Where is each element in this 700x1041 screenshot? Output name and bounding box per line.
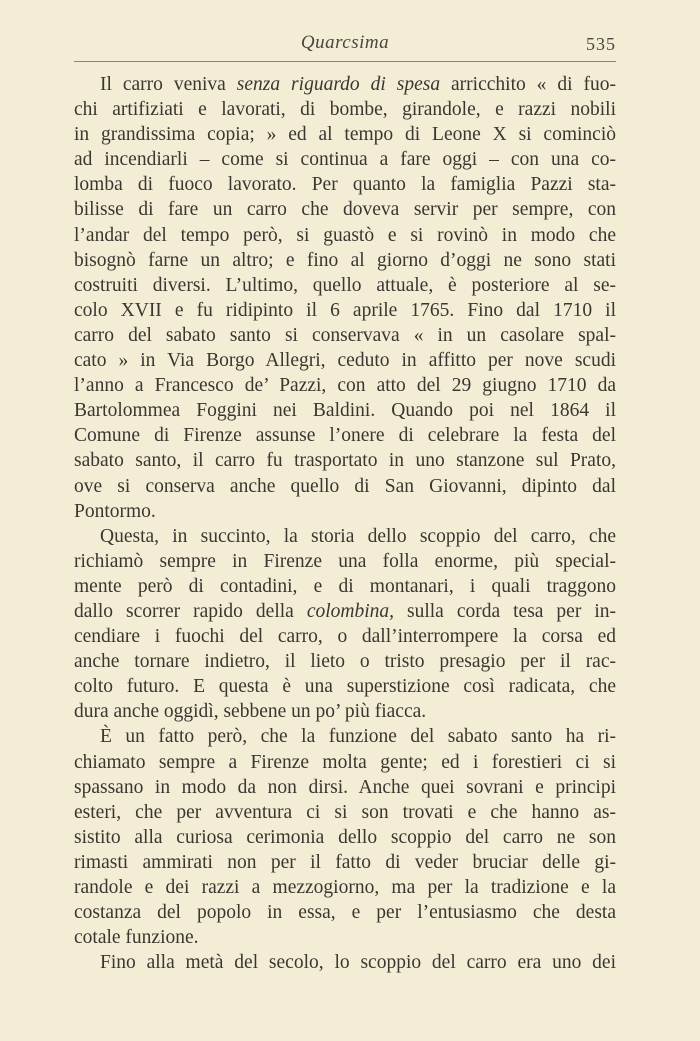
text-line — [74, 699, 616, 724]
text-segment: l’anno a Francesco de’ Pazzi, con atto del 29 giugno 1710 da — [74, 375, 616, 397]
body-text — [74, 72, 616, 975]
text-segment: Pontormo. — [74, 500, 156, 522]
text-segment: cotale funzione. — [74, 927, 199, 949]
text-line — [74, 398, 616, 423]
text-line — [74, 448, 616, 473]
text-line — [74, 323, 616, 348]
text-segment: costruiti diversi. L’ultimo, quello attuale, è posteriore al se- — [74, 274, 616, 296]
text-segment: Bartolommea Foggini nei Baldini. Quando poi nel 1864 il — [74, 400, 616, 422]
text-line — [74, 900, 616, 925]
text-segment: richiamò sempre in Firenze una folla enorme, più special- — [74, 550, 616, 572]
running-title: Quarcsima — [300, 32, 390, 53]
running-head — [74, 30, 616, 58]
text-segment: bisognò farne un altro; e fino al giorno d’oggi ne sono stati — [74, 249, 616, 271]
text-segment: esteri, che per avventura ci si son trovati e che hanno as- — [74, 801, 616, 823]
text-segment: randole e dei razzi a mezzogiorno, ma per la tradizione e la — [74, 877, 616, 898]
text-line — [74, 423, 616, 448]
text-line — [74, 850, 616, 875]
text-line — [74, 925, 616, 950]
text-line — [74, 750, 616, 775]
text-segment: arricchito « di fuo- — [440, 74, 616, 95]
text-segment: colto futuro. E questa è una superstizione così radicata, che — [74, 676, 616, 698]
text-segment: chi artifiziati e lavorati, di bombe, girandole, e razzi nobili — [74, 99, 616, 121]
text-line — [74, 147, 616, 172]
text-segment: l’andar del tempo però, si guastò e si rovinò in modo che — [74, 224, 616, 246]
text-segment: lomba di fuoco lavorato. Per quanto la famiglia Pazzi sta- — [74, 174, 616, 196]
text-segment: bilisse di fare un carro che doveva servir per sempre, con — [74, 199, 616, 221]
text-segment: in grandissima copia; » ed al tempo di Leone X si cominciò — [74, 124, 616, 146]
text-line — [74, 599, 616, 624]
text-segment: ove si conserva anche quello di San Giovanni, dipinto dal — [74, 475, 616, 497]
text-line — [74, 97, 616, 122]
text-line — [74, 775, 616, 800]
italic-text: colombina, — [306, 600, 395, 622]
text-segment: Comune di Firenze assunse l’onere di celebrare la festa del — [74, 425, 616, 447]
header-rule — [74, 61, 616, 62]
text-segment: anche tornare indietro, il lieto o tristo presagio per il rac- — [74, 651, 616, 673]
text-segment: ad incendiarli – come si continua a fare oggi – con una co- — [74, 149, 616, 171]
text-segment: sulla corda tesa per in- — [394, 600, 616, 622]
text-line — [74, 298, 616, 323]
text-line — [74, 248, 616, 273]
page-number: 535 — [586, 34, 616, 54]
text-line — [74, 950, 616, 975]
text-line — [74, 348, 616, 373]
text-line — [74, 223, 616, 248]
text-line — [74, 499, 616, 524]
text-segment: È un fatto però, che la funzione del sabato santo ha ri- — [100, 726, 616, 748]
text-line — [74, 674, 616, 699]
text-segment: spassano in modo da non dirsi. Anche quei sovrani e principi — [74, 776, 616, 798]
text-line — [74, 549, 616, 574]
text-segment: Il carro veniva — [100, 74, 237, 95]
text-segment: colo XVII e fu ridipinto il 6 aprile 1765. Fino dal 1710 il — [74, 299, 616, 321]
text-line — [74, 800, 616, 825]
text-segment: sistito alla curiosa cerimonia dello scoppio del carro ne son — [74, 826, 616, 848]
text-line — [74, 524, 616, 549]
text-segment: carro del sabato santo si conservava « in un casolare spal- — [74, 324, 616, 346]
text-line — [74, 373, 616, 398]
text-line — [74, 72, 616, 97]
text-segment: cendiare i fuochi del carro, o dall’interrompere la corsa ed — [74, 626, 616, 648]
text-segment: rimasti ammirati non per il fatto di veder bruciar delle gi- — [74, 851, 616, 873]
text-segment: dura anche oggidì, sebbene un po’ più fiacca. — [74, 701, 427, 723]
text-line — [74, 172, 616, 197]
text-segment: costanza del popolo in essa, e per l’entusiasmo che desta — [74, 902, 616, 924]
text-segment: dallo scorrer rapido della — [74, 600, 307, 622]
italic-text: senza riguardo di spesa — [236, 74, 441, 95]
text-line — [74, 624, 616, 649]
text-segment: sabato santo, il carro fu trasportato in uno stanzone sul Prato, — [74, 450, 616, 472]
text-segment: mente però di contadini, e di montanari, i quali traggono — [74, 575, 616, 597]
text-line — [74, 474, 616, 499]
text-line — [74, 649, 616, 674]
text-segment: cato » in Via Borgo Allegri, ceduto in affitto per nove scudi — [74, 350, 616, 372]
text-segment: Questa, in succinto, la storia dello scoppio del carro, che — [100, 525, 616, 547]
text-line — [74, 122, 616, 147]
text-line — [74, 197, 616, 222]
text-segment: chiamato sempre a Firenze molta gente; ed i forestieri ci si — [74, 751, 616, 773]
text-segment: Fino alla metà del secolo, lo scoppio del carro era uno dei — [100, 952, 616, 974]
text-line — [74, 724, 616, 749]
text-line — [74, 825, 616, 850]
text-line — [74, 875, 616, 900]
text-line — [74, 273, 616, 298]
text-line — [74, 574, 616, 599]
